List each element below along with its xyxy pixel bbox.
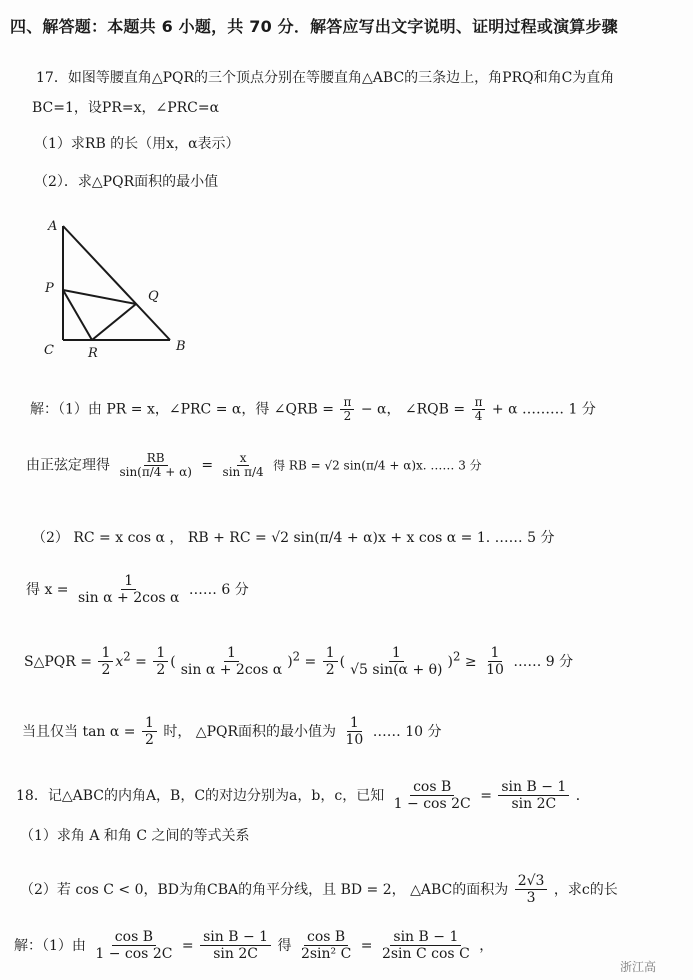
sol17-line6 — [22, 716, 441, 748]
sol17-l4-lead: 得 x = — [26, 582, 69, 598]
section-header: 四、解答题：本题共 6 小题，共 70 分．解答应写出文字说明、证明过程或演算步骤 — [10, 17, 618, 36]
edge-PR — [63, 290, 92, 340]
sol17-l2-tail: 得 RB = √2 sin(π/4 + α)x. …… 3 分 — [273, 458, 482, 473]
frac-den: sin(π/4 + α) — [119, 465, 192, 479]
q18-intro-end: ． — [575, 788, 590, 804]
q17-part1: （1）求RB 的长（用x，α表示） — [34, 136, 240, 152]
frac-den: 2 — [101, 662, 111, 678]
frac-den: sin α + 2cos α — [77, 590, 180, 606]
frac-num: 1 — [224, 646, 239, 662]
sol17-l5-lead: S△PQR = — [24, 654, 92, 670]
edge-AB — [63, 226, 170, 340]
sol17-l1-tail: + α ……… 1 分 — [491, 401, 596, 418]
frac-num: sin B − 1 — [498, 780, 569, 796]
label-P: P — [45, 281, 54, 296]
frac-num: x — [237, 452, 250, 466]
label-R: R — [88, 346, 98, 361]
frac-num: sin B − 1 — [200, 930, 271, 946]
sol17-line2 — [26, 452, 482, 479]
frac-num: cos B — [410, 780, 454, 796]
frac-den: sin 2C — [511, 796, 557, 812]
frac-num: 1 — [142, 716, 157, 732]
frac-den: 4 — [474, 409, 483, 423]
frac-den: 2 — [144, 732, 154, 748]
frac-den: sin π/4 — [222, 465, 264, 479]
frac-num: 1 — [153, 646, 168, 662]
sol17-l4-tail: …… 6 分 — [188, 582, 249, 598]
frac-den: 1 − cos 2C — [95, 946, 173, 962]
sol17-line4 — [26, 574, 249, 606]
equals-sign: = — [480, 788, 492, 804]
sol17-l2-lead: 由正弦定理得 — [26, 457, 110, 474]
frac-num: 1 — [121, 574, 136, 590]
frac-num: π — [340, 396, 354, 410]
sol17-l6-lead: 当且仅当 tan α = — [22, 724, 136, 740]
sol18-lead: 解：（1）由 — [14, 938, 86, 954]
q17-part2: （2）．求△PQR面积的最小值 — [34, 174, 219, 190]
sol17-line5: S△PQR = $\frac{1}{2}$ $x^2$ = $\frac{1}{2}$ ( $\frac{1}{\text{sin α + 2cos α}}$ )$^2$ = $\frac{1}{2}$ ( $\frac{1}{√5 \sin(\alpha + \theta)}$ )$^2$ ≥ $\frac{1}{10}$ …… 9 分 — [24, 645, 574, 678]
frac-den: 10 — [345, 732, 364, 748]
sol17-line3: （2） RC = x cos α ， RB + RC = √2 sin(π/4 + α)x + x cos α = 1. …… 5 分 — [32, 530, 555, 546]
frac-den: 3 — [526, 890, 536, 906]
frac-num: cos B — [112, 930, 156, 946]
q18-part2-tail: ，求c的长 — [553, 882, 618, 898]
equals-sign: = — [360, 938, 373, 954]
frac-num: cos B — [304, 930, 348, 946]
frac-den: 2 — [325, 662, 335, 678]
q18-part1: （1）求角 A 和角 C 之间的等式关系 — [20, 828, 250, 844]
frac-den: √5 sin(α + θ) — [350, 662, 443, 678]
triangle-figure — [28, 212, 208, 362]
frac-den: sin α + 2cos α — [180, 662, 283, 678]
sol17-line1 — [30, 396, 596, 423]
q18-part2-lead: （2）若 cos C < 0，BD为角CBA的角平分线，且 BD = 2， △ABC的面积为 — [20, 882, 509, 898]
label-B: B — [176, 339, 186, 354]
label-A: A — [48, 219, 58, 234]
frac-num: RB — [144, 452, 168, 466]
sol18-line1 — [14, 930, 493, 962]
frac-den: 2sin² C — [300, 946, 352, 962]
sol17-l1-lead: 解：（1）由 PR = x，∠PRC = α，得 ∠QRB = — [30, 401, 335, 418]
frac-den: 2 — [156, 662, 166, 678]
label-Q: Q — [148, 289, 159, 304]
sol18-mid: 得 — [277, 938, 292, 954]
label-C: C — [44, 343, 54, 358]
frac-den: sin 2C — [213, 946, 258, 962]
equals-sign: = — [181, 938, 194, 954]
frac-den: 2sin C cos C — [381, 946, 470, 962]
q18-intro — [16, 780, 590, 812]
frac-num: 1 — [347, 716, 362, 732]
q18-intro-text: 18．记△ABC的内角A，B，C的对边分别为a，b，c，已知 — [16, 788, 385, 804]
frac-num: sin B − 1 — [390, 930, 461, 946]
frac-den: 1 − cos 2C — [393, 796, 471, 812]
sol17-l6-tail: …… 10 分 — [372, 724, 442, 740]
q17-given: BC=1，设PR=x，∠PRC=α — [32, 100, 220, 116]
frac-den: 2 — [343, 409, 352, 423]
sol17-l6-mid: 时， △PQR面积的最小值为 — [163, 724, 337, 740]
frac-num: 1 — [98, 646, 113, 662]
frac-num: 1 — [488, 646, 503, 662]
frac-num: 1 — [323, 646, 338, 662]
edge-RQ — [92, 304, 136, 340]
frac-num: π — [472, 396, 486, 410]
sol18-end: ， — [479, 938, 494, 954]
sol17-l5-tail: …… 9 分 — [513, 654, 574, 670]
sol17-l1-mid: − α， ∠RQB = — [360, 401, 466, 418]
q18-part2 — [20, 874, 618, 906]
frac-num: 1 — [389, 646, 404, 662]
frac-num: 2√3 — [515, 874, 548, 890]
equals-sign: = — [201, 457, 214, 474]
q17-intro: 17．如图等腰直角△PQR的三个顶点分别在等腰直角△ABC的三条边上，角PRQ和角C为直角 — [36, 70, 615, 86]
watermark: 浙江高 — [620, 960, 657, 974]
frac-den: 10 — [486, 662, 504, 678]
